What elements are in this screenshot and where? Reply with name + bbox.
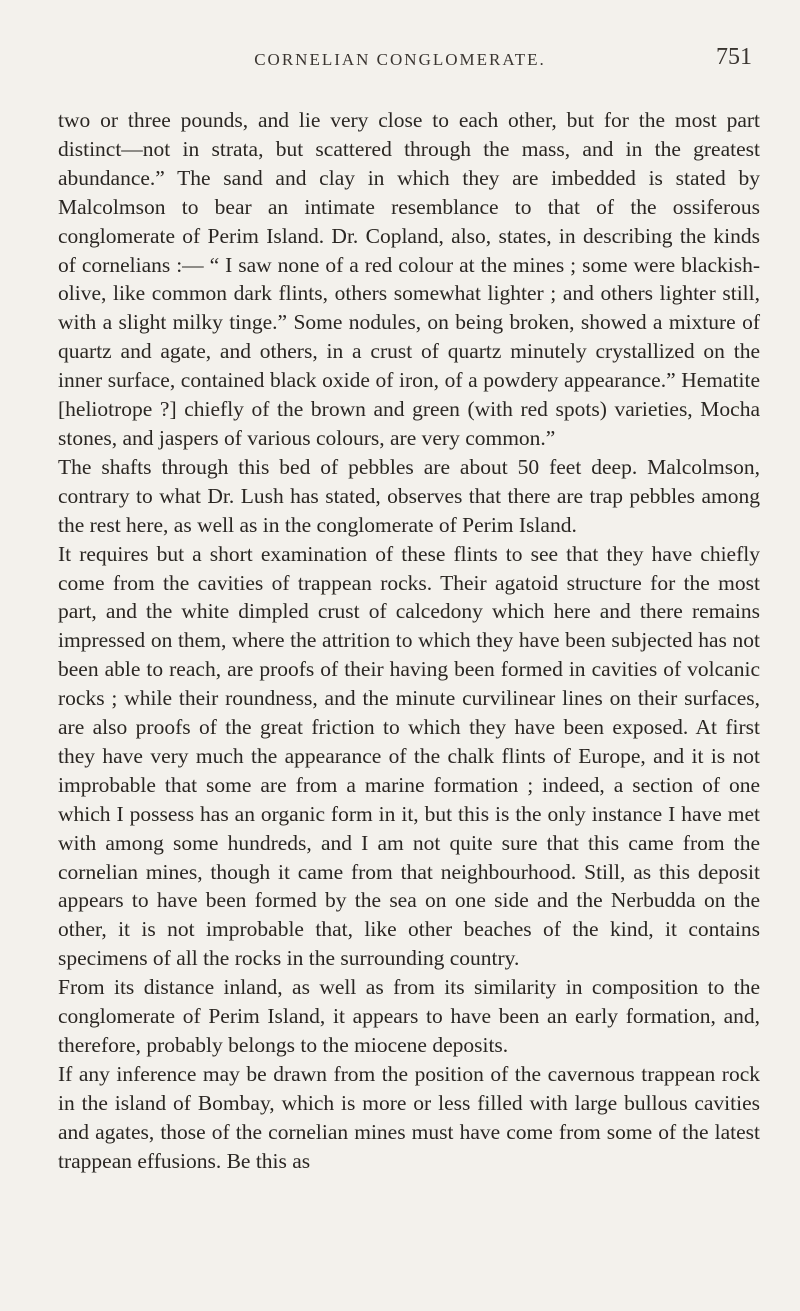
paragraph-distance: From its distance inland, as well as from its similarity in composition to the conglomerate of Perim Island, it appears to have been an early formation, and, therefore, probably belongs to the miocene deposits. (58, 975, 760, 1057)
paragraph-examination: It requires but a short examination of these flints to see that they have chiefly come from the cavities of trappean rocks. Their agatoid structure for the most part, and the white dimpled crust of calcedony which here and there remains impressed on them, where the attrition to which they have been subjected has not been able to reach, are proofs of their having been formed in cavities of volcanic rocks ; while their roundness, and the minute curvilinear lines on their surfaces, are also proofs of the great friction to which they have been exposed. At first they have very much the appearance of the chalk flints of Europe, and it is not improbable that some are from a marine formation ; indeed, a section of one which I possess has an organic form in it, but this is the only instance I have met with among some hundreds, and I am not quite sure that this came from the cornelian mines, though it came from that neighbourhood. Still, as this deposit appears to have been formed by the sea on one side and the Nerbudda on the other, it is not improbable that, like other beaches of the kind, it contains specimens of all the rocks in the surrounding country. (58, 541, 760, 971)
running-head (0, 44, 800, 84)
body-text (58, 106, 760, 1176)
running-head-title: CORNELIAN CONGLOMERATE. (254, 50, 546, 69)
paragraph-continued: two or three pounds, and lie very close to each other, but for the most part distinct—not in strata, but scattered through the mass, and in the greatest abundance.” The sand and clay in which they are imbedded is stated by Malcolmson to bear an intimate resemblance to that of the ossiferous conglomerate of Perim Island. Dr. Copland, also, states, in describing the kinds of cornelians :— “ I saw none of a red colour at the mines ; some were blackish-olive, like common dark flints, others somewhat lighter ; and others lighter still, with a slight milky tinge.” Some nodules, on being broken, showed a mixture of quartz and agate, and others, in a crust of quartz minutely crystallized on the inner surface, contained black oxide of iron, of a powdery appearance.” Hematite [heliotrope ?] chiefly of the brown and green (with red spots) varieties, Mocha stones, and jaspers of various colours, are very common.” (58, 108, 760, 450)
paragraph-inference: If any inference may be drawn from the position of the cavernous trappean rock in the island of Bombay, which is more or less filled with large bullous cavities and agates, those of the cornelian mines must have come from some of the latest trappean effusions. Be this as (58, 1061, 760, 1173)
page-number: 751 (716, 44, 752, 70)
paragraph-shafts: The shafts through this bed of pebbles are about 50 feet deep. Malcolmson, contrary to what Dr. Lush has stated, observes that there are trap pebbles among the rest here, as well as in the conglomerate of Perim Island. (58, 454, 760, 537)
